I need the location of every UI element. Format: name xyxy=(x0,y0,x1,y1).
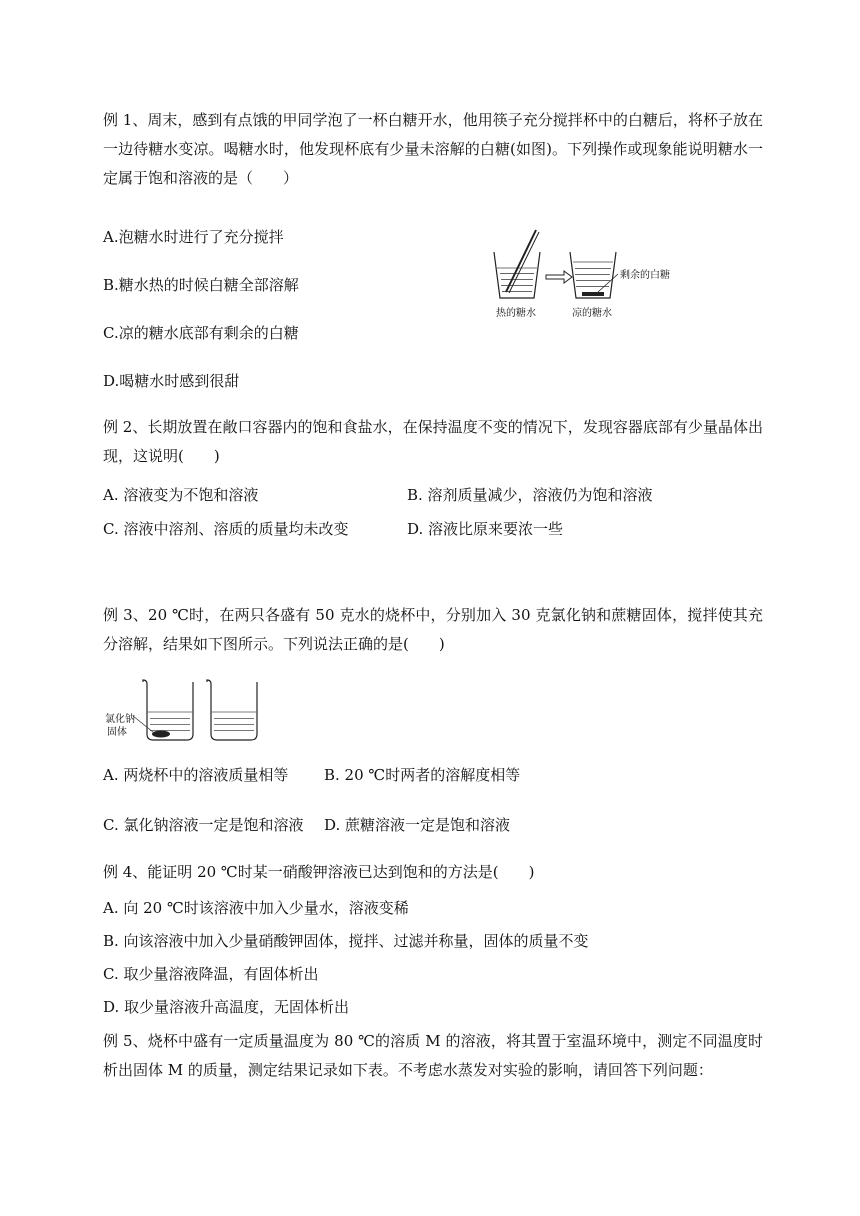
q1-option-a: A.泡糖水时进行了充分搅拌 xyxy=(103,228,284,246)
q2-option-b: B. 溶剂质量减少，溶液仍为饱和溶液 xyxy=(407,486,653,504)
q1-label-cool: 凉的糖水 xyxy=(572,308,612,319)
q4-option-c: C. 取少量溶液降温，有固体析出 xyxy=(103,965,319,983)
q3-stem: 例 3、20 ℃时，在两只各盛有 50 克水的烧杯中，分别加入 30 克氯化钠和蔗糖固体，搅拌使其充分溶解，结果如下图所示。下列说法正确的是( ) xyxy=(103,606,763,653)
q3-label-line2: 固体 xyxy=(107,727,127,738)
q3-option-c: C. 氯化钠溶液一定是饱和溶液 xyxy=(103,816,304,834)
q3-option-b: B. 20 ℃时两者的溶解度相等 xyxy=(324,766,521,784)
q1-label-remaining: 剩余的白糖 xyxy=(620,270,670,281)
q3-label-line1: 氯化钠 xyxy=(105,714,135,725)
q4-option-b: B. 向该溶液中加入少量硝酸钾固体，搅拌、过滤并称量，固体的质量不变 xyxy=(103,932,589,950)
q5-stem: 例 5、烧杯中盛有一定质量温度为 80 ℃的溶质 M 的溶液，将其置于室温环境中，测定不同温度时析出固体 M 的质量，测定结果记录如下表。不考虑水蒸发对实验的影响，请回答下列问题： xyxy=(103,1032,763,1079)
q4-option-d: D. 取少量溶液升高温度，无固体析出 xyxy=(103,998,350,1016)
q1-option-c: C.凉的糖水底部有剩余的白糖 xyxy=(103,324,299,342)
q1-stem: 例 1、周末，感到有点饿的甲同学泡了一杯白糖开水，他用筷子充分搅拌杯中的白糖后，将杯子放在一边待糖水变凉。喝糖水时，他发现杯底有少量未溶解的白糖(如图)。下列操作或现象能说明糖水一定属于饱和溶液的是（ ） xyxy=(103,111,763,187)
q2-option-d: D. 溶液比原来要浓一些 xyxy=(407,520,564,538)
q2-option-c: C. 溶液中溶剂、溶质的质量均未改变 xyxy=(103,520,349,538)
q2-option-a: A. 溶液变为不饱和溶液 xyxy=(103,486,259,504)
q3-figure-beakers xyxy=(103,678,263,744)
q3-option-a: A. 两烧杯中的溶液质量相等 xyxy=(103,766,289,784)
q4-option-a: A. 向 20 ℃时该溶液中加入少量水，溶液变稀 xyxy=(103,899,409,917)
q3-option-d: D. 蔗糖溶液一定是饱和溶液 xyxy=(324,816,511,834)
q4-stem: 例 4、能证明 20 ℃时某一硝酸钾溶液已达到饱和的方法是( ) xyxy=(103,863,535,881)
q2-stem: 例 2、长期放置在敞口容器内的饱和食盐水，在保持温度不变的情况下，发现容器底部有少量晶体出现，这说明( ) xyxy=(103,418,763,465)
q1-option-b: B.糖水热的时候白糖全部溶解 xyxy=(103,276,299,294)
q1-label-hot: 热的糖水 xyxy=(496,308,536,319)
q1-option-d: D.喝糖水时感到很甜 xyxy=(103,372,240,390)
q1-figure-sugar-water xyxy=(486,228,696,324)
